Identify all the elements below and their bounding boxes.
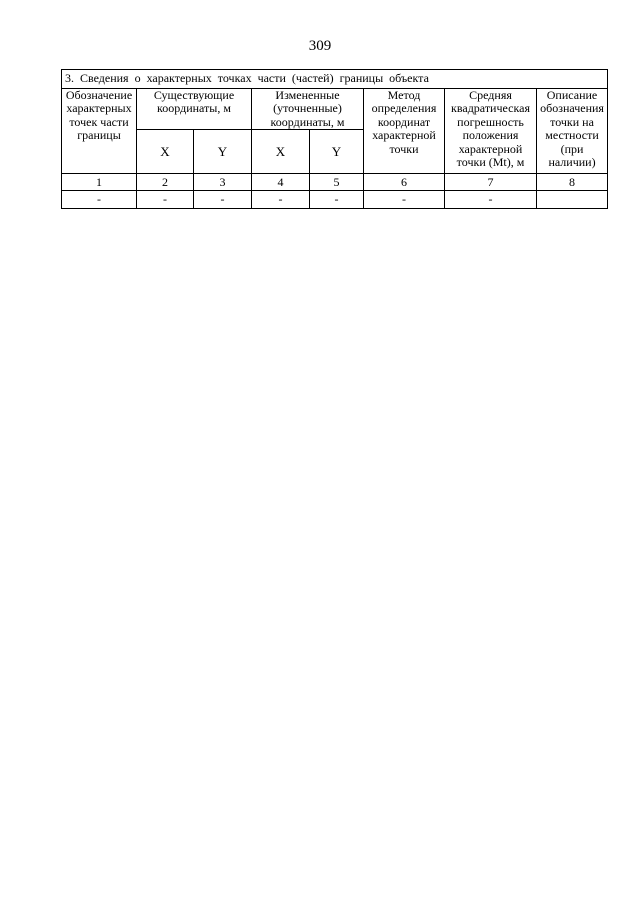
column-number: 8 [537,174,608,191]
header-existing-coords: Существующие координаты, м [137,89,252,130]
header-existing-y: Y [194,130,252,174]
table-cell: - [194,191,252,209]
column-number: 7 [445,174,537,191]
column-number: 1 [62,174,137,191]
table-cell: - [364,191,445,209]
table-cell: - [310,191,364,209]
column-number: 2 [137,174,194,191]
column-number: 5 [310,174,364,191]
characteristic-points-table [61,69,608,209]
section-title: 3. Сведения о характерных точках части (частей) границы объекта [62,70,608,89]
column-number: 3 [194,174,252,191]
table-cell [537,191,608,209]
header-method: Метод определения координат характерной точки [364,89,445,174]
table-cell: - [252,191,310,209]
header-changed-coords: Измененные (уточненные) координаты, м [252,89,364,130]
table-row [62,191,608,209]
header-changed-y: Y [310,130,364,174]
header-designation: Обозначение характерных точек части границы [62,89,137,174]
header-description: Описание обозначения точки на местности (при наличии) [537,89,608,174]
table-cell: - [62,191,137,209]
header-changed-x: X [252,130,310,174]
column-number: 6 [364,174,445,191]
page-number: 309 [308,38,332,54]
header-existing-x: X [137,130,194,174]
column-numbers-row [62,174,608,191]
header-error: Средняя квадратическая погрешность положения характерной точки (Mt), м [445,89,537,174]
table-cell: - [137,191,194,209]
column-number: 4 [252,174,310,191]
table-cell: - [445,191,537,209]
